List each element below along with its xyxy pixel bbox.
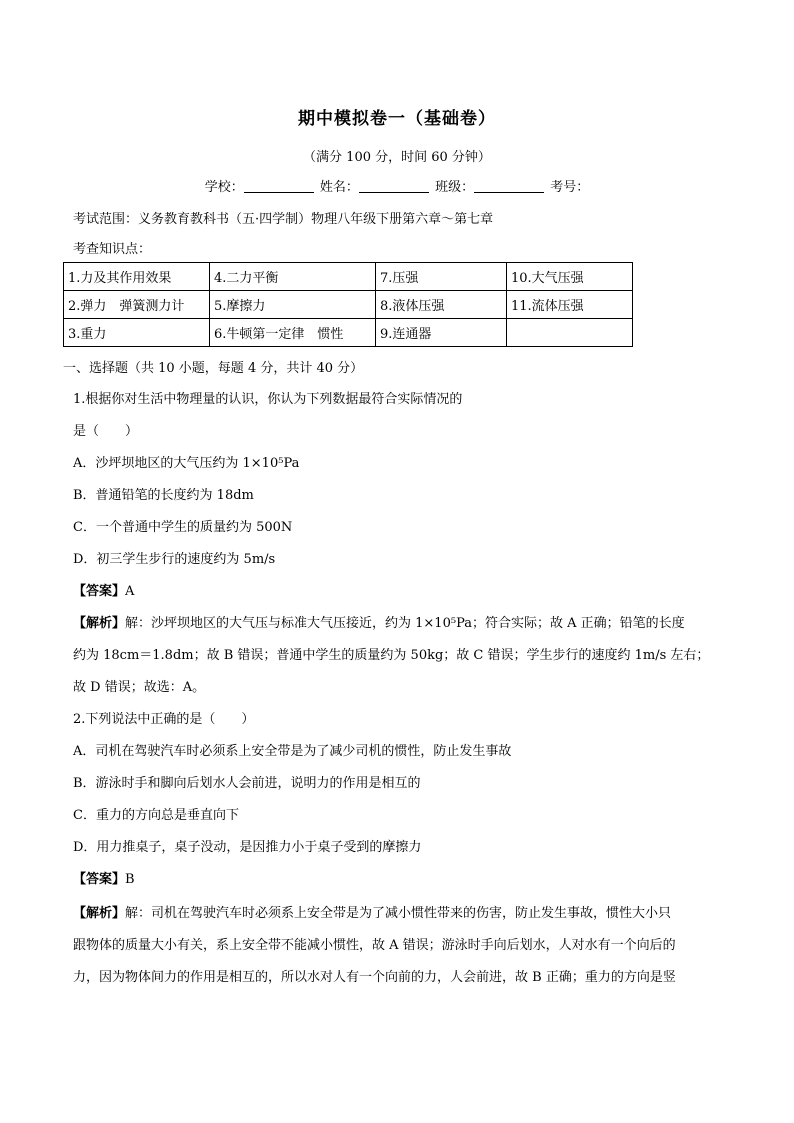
field-class-label: 班级： (435, 180, 475, 195)
knowledge-table (63, 262, 633, 347)
analysis-text: 解：司机在驾驶汽车时必须系上安全带是为了减小惯性带来的伤害，防止发生事故，惯性大小只 (125, 906, 672, 921)
question-2-stem: 2.下列说法中正确的是（ ） (73, 712, 255, 727)
table-cell: 8.液体压强 (376, 291, 507, 319)
analysis-text: 解：沙坪坝地区的大气压与标准大气压接近，约为 1×10⁵Pa；符合实际；故 A 正确；铅笔的长度 (125, 616, 685, 631)
table-cell (507, 319, 633, 347)
analysis-tag: 【解析】 (73, 906, 126, 921)
question-1-analysis-line1 (73, 612, 685, 631)
question-1-option-c: C．一个普通中学生的质量约为 500N (73, 520, 293, 535)
question-1-stem-line2: 是（ ） (73, 424, 139, 439)
answer-value: B (125, 872, 135, 887)
question-2-option-d: D．用力推桌子，桌子没动，是因推力小于桌子受到的摩擦力 (73, 840, 422, 855)
table-cell: 7.压强 (376, 263, 507, 291)
question-1-analysis-line2: 约为 18cm＝1.8dm；故 B 错误；普通中学生的质量约为 50kg；故 C 错误；学生步行的速度约 1m/s 左右； (73, 648, 710, 663)
table-cell: 3.重力 (64, 319, 210, 347)
table-cell: 4.二力平衡 (210, 263, 376, 291)
question-2-option-b: B．游泳时手和脚向后划水人会前进，说明力的作用是相互的 (73, 776, 421, 791)
field-name-label: 姓名： (319, 180, 359, 195)
question-1-option-b: B．普通铅笔的长度约为 18dm (73, 488, 254, 503)
answer-value: A (125, 584, 135, 599)
question-2-option-a: A．司机在驾驶汽车时必须系上安全带是为了减少司机的惯性，防止发生事故 (73, 744, 512, 759)
table-row (64, 291, 633, 319)
table-cell: 11.流体压强 (507, 291, 633, 319)
analysis-tag: 【解析】 (73, 616, 126, 631)
page-title: 期中模拟卷一（基础卷） (298, 109, 496, 129)
table-cell: 1.力及其作用效果 (64, 263, 210, 291)
answer-tag: 【答案】 (73, 872, 126, 887)
field-school-label: 学校： (204, 180, 244, 195)
question-1-option-d: D．初三学生步行的速度约为 5m/s (73, 552, 276, 567)
question-1-option-a: A．沙坪坝地区的大气压约为 1×10⁵Pa (73, 456, 300, 471)
question-1-analysis-line3: 故 D 错误；故选：A。 (73, 680, 206, 695)
question-1-answer (73, 580, 134, 599)
question-2-analysis-line2: 跟物体的质量大小有关，系上安全带不能减小惯性，故 A 错误；游泳时手向后划水，人对水有一个向后的 (73, 938, 676, 953)
student-info-line (0, 176, 794, 195)
question-2-analysis-line3: 力，因为物体间力的作用是相互的，所以水对人有一个向前的力，人会前进，故 B 正确；重力的方向是竖 (73, 970, 676, 985)
table-cell: 9.连通器 (376, 319, 507, 347)
exam-scope: 考试范围：义务教育教科书（五·四学制）物理八年级下册第六章～第七章 (73, 212, 494, 227)
page-subtitle: （满分 100 分，时间 60 分钟） (303, 150, 491, 165)
question-2-answer (73, 868, 135, 887)
table-cell: 2.弹力 弹簧测力计 (64, 291, 210, 319)
question-2-analysis-line1 (73, 902, 671, 921)
answer-tag: 【答案】 (73, 584, 126, 599)
table-cell: 6.牛顿第一定律 惯性 (210, 319, 376, 347)
question-2-option-c: C．重力的方向总是垂直向下 (73, 808, 239, 823)
field-school-blank (244, 180, 314, 193)
table-row (64, 263, 633, 291)
field-name-blank (359, 180, 429, 193)
field-class-blank (474, 180, 544, 193)
question-1-stem-line1: 1.根据你对生活中物理量的认识，你认为下列数据最符合实际情况的 (73, 392, 463, 407)
field-number-label: 考号： (550, 180, 590, 195)
section-heading: 一、选择题（共 10 小题，每题 4 分，共计 40 分） (63, 361, 364, 376)
table-cell: 10.大气压强 (507, 263, 633, 291)
table-cell: 5.摩擦力 (210, 291, 376, 319)
table-row (64, 319, 633, 347)
knowledge-label: 考查知识点： (73, 242, 152, 257)
